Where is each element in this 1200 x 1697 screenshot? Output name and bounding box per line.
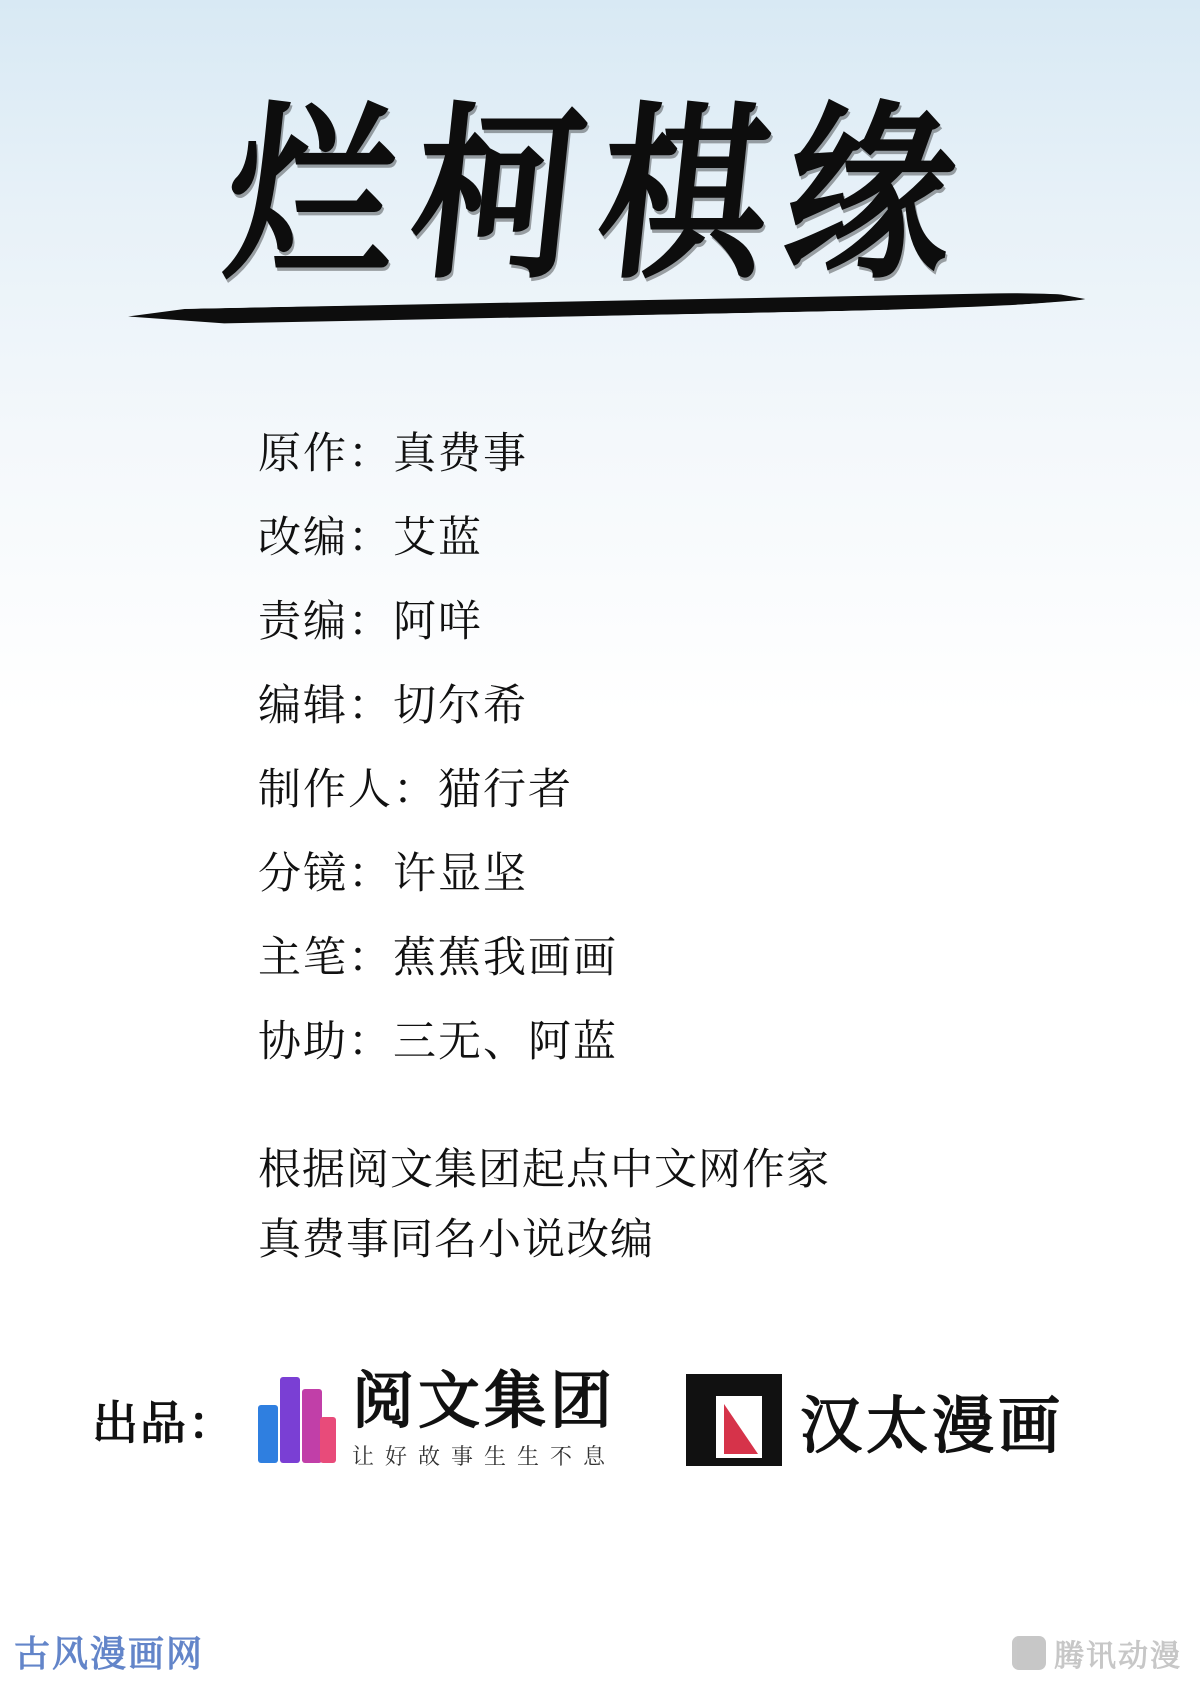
source-note-line: 真费事同名小说改编 [258, 1215, 654, 1265]
credit-line: 责编：阿咩 [258, 597, 483, 647]
credit-line: 主笔：蕉蕉我画画 [258, 933, 618, 983]
yuewen-name: 阅文集团 [352, 1363, 617, 1437]
title-block [0, 83, 1200, 305]
source-note-line: 根据阅文集团起点中文网作家 [258, 1145, 830, 1195]
publisher-row [92, 1355, 1112, 1485]
yuewen-logo [258, 1363, 617, 1471]
credit-line: 改编：艾蓝 [258, 513, 483, 563]
tencent-comic-icon [1012, 1636, 1046, 1670]
yuewen-slogan: 让好故事生生不息 [352, 1445, 617, 1471]
credits-list [258, 412, 1078, 1084]
yuewen-text-block [352, 1363, 617, 1471]
credit-line: 制作人：猫行者 [258, 765, 573, 815]
credit-line: 原作：真费事 [258, 429, 528, 479]
page-title: 烂柯棋缘 [216, 83, 984, 305]
watermark-right-text: 腾讯动漫 [1054, 1639, 1182, 1674]
hantai-name: 汉太漫画 [800, 1388, 1065, 1462]
hantai-logo [686, 1374, 1064, 1466]
credit-line: 协助：三无、阿蓝 [258, 1017, 618, 1067]
hantai-mark-icon [686, 1374, 782, 1466]
credit-line: 编辑：切尔希 [258, 681, 528, 731]
source-note [258, 1135, 1098, 1275]
publisher-label: 出品： [92, 1396, 236, 1450]
watermark-left: 古风漫画网 [14, 1634, 205, 1675]
watermark-right [1012, 1631, 1182, 1675]
credit-line: 分镜：许显坚 [258, 849, 528, 899]
yuewen-bars-icon [258, 1377, 336, 1463]
